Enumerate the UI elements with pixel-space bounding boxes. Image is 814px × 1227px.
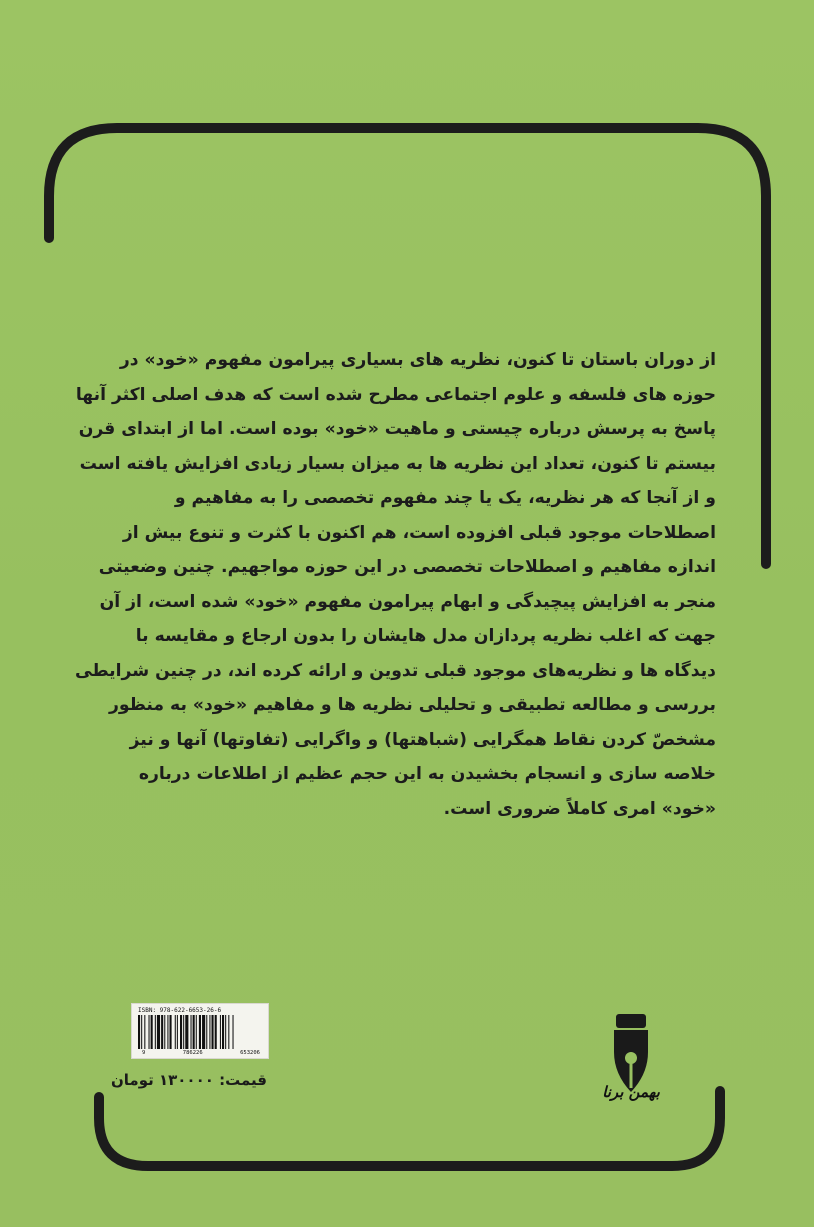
blurb-line: حوزه های فلسفه و علوم اجتماعی مطرح شده است که هدف اصلی اکثر آنها [75,384,716,405]
blurb-text [75,343,716,826]
blurb-line: مشخصّ کردن نقاط همگرایی (شباهتها) و واگرایی (تفاوتها) آنها و نیز [129,729,716,750]
barcode-bar [193,1015,195,1049]
barcode-bar [155,1015,156,1049]
barcode-leading-digit: 9 [142,1050,146,1056]
barcode-bar [206,1015,207,1049]
barcode-bar [225,1015,226,1049]
barcode-bar [180,1015,182,1049]
barcode-bar [161,1015,163,1049]
barcode-bars [138,1015,262,1049]
blurb-line: از دوران باستان تا کنون، نظریه های بسیاری پیرامون مفهوم «خود» در [119,350,716,370]
barcode-bar [183,1015,184,1049]
barcode-bar [141,1015,142,1049]
blurb-line: پاسخ به پرسش درباره چیستی و ماهیت «خود» بوده است. اما از ابتدای قرن [78,419,716,439]
barcode-bar [220,1015,221,1049]
barcode-bar [199,1015,201,1049]
barcode-bar [228,1015,229,1049]
barcode-bar [209,1015,210,1049]
barcode-bar [167,1015,168,1049]
barcode-bar [222,1015,224,1049]
barcode-bar [202,1015,205,1049]
barcode-bar [215,1015,217,1049]
blurb-line: اصطلاحات موجود قبلی افزوده است، هم اکنون با کثرت و تنوع بیش از [122,522,716,543]
blurb-line: جهت که اغلب نظریه پردازان مدل هایشان را بدون ارجاع و مقایسه با [135,626,716,646]
price-label: قیمت: ۱۳۰۰۰۰ تومان [110,1071,267,1089]
barcode-bar [233,1015,234,1049]
barcode-bar [212,1015,214,1049]
blurb-line: بیستم تا کنون، تعداد این نظریه ها به میزان بسیار زیادی افزایش یافته است [79,453,716,474]
blurb-line: «خود» امری کاملاً ضروری است. [443,798,716,819]
barcode-bar [185,1015,188,1049]
blurb-line: و از آنجا که هر نظریه، یک یا چند مفهوم تخصصی را به مفاهیم و [174,488,716,508]
blurb-line: دیدگاه ها و نظریه‌های موجود قبلی تدوین و ارائه کرده اند، در چنین شرایطی [75,660,716,681]
barcode-bar [175,1015,176,1049]
barcode-digits [142,1050,260,1056]
barcode-digits-right: 653206 [240,1050,260,1056]
blurb-line: منجر به افزایش پیچیدگی و ابهام پیرامون مفهوم «خود» شده است، از آن [99,591,716,612]
isbn-barcode [131,1003,269,1059]
barcode-bar [138,1015,140,1049]
barcode-bar [157,1015,160,1049]
barcode-bar [170,1015,172,1049]
blurb-line: اندازه مفاهیم و اصطلاحات تخصصی در این حوزه مواجهیم. چنین وضعیتی [98,557,716,577]
isbn-number: ISBN: 978-622-6653-26-6 [138,1007,222,1014]
blurb-line: بررسی و مطالعه تطبیقی و تحلیلی نظریه ها و مفاهیم «خود» به منظور [108,695,716,715]
barcode-bar [151,1015,153,1049]
barcode-bar [191,1015,192,1049]
barcode-bar [164,1015,165,1049]
barcode-bar [196,1015,197,1049]
barcode-digits-left: 786226 [182,1050,203,1056]
publisher-name: بهمن برنا [602,1083,660,1101]
barcode-bar [177,1015,178,1049]
barcode-bar [144,1015,145,1049]
barcode-bar [149,1015,150,1049]
blurb-line: خلاصه سازی و انسجام بخشیدن به این حجم عظیم از اطلاعات درباره [138,764,716,784]
